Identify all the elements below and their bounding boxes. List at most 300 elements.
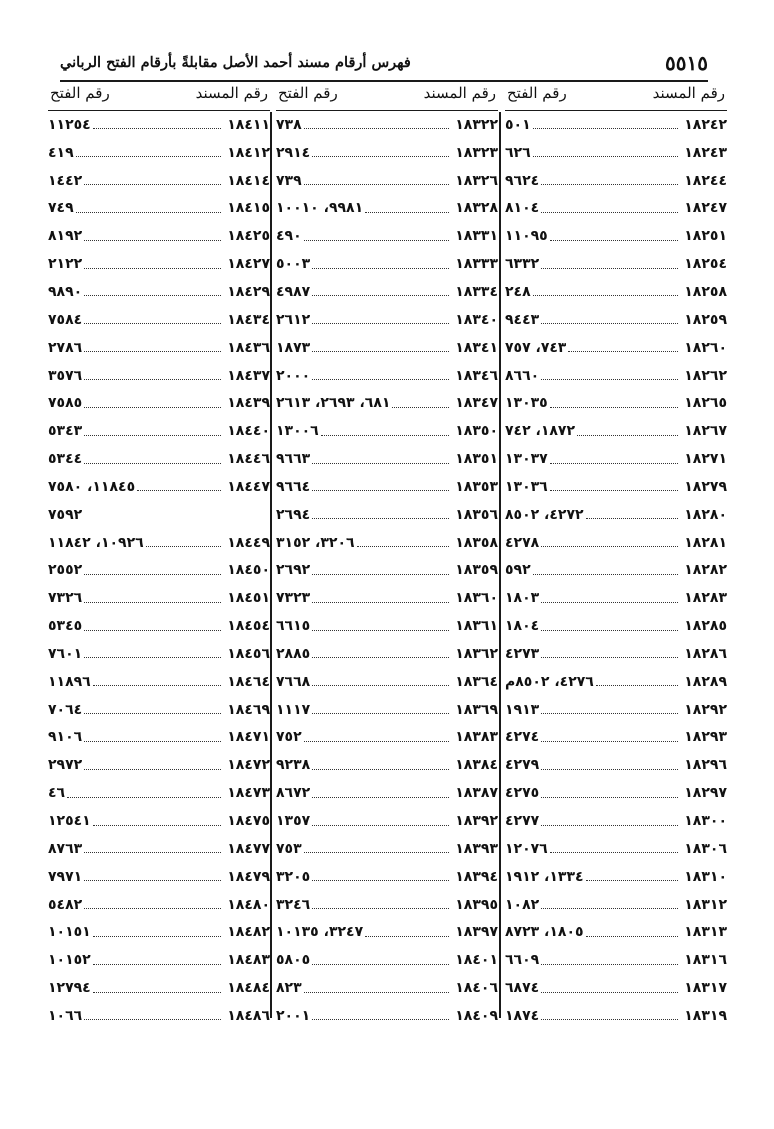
fath-number: ١١٨٩٦	[48, 673, 91, 690]
musnad-number: ١٨٤٤٠	[227, 423, 270, 440]
dot-leader	[541, 825, 678, 826]
dot-leader	[304, 852, 450, 853]
dot-leader	[84, 630, 221, 631]
musnad-number: ١٨٣٤٠	[455, 311, 498, 328]
fath-number: ٨١٩٢	[48, 228, 83, 245]
index-row	[48, 278, 270, 306]
fath-number: ٧٣٢٦	[48, 590, 83, 607]
dot-leader	[312, 268, 449, 269]
index-row	[505, 417, 727, 445]
musnad-header: رقم المسند	[423, 84, 496, 102]
fath-number: ٥٣٤٤	[48, 451, 83, 468]
fath-number: ٢٧٨٦	[48, 339, 83, 356]
fath-number: ١١٠٩٥	[505, 228, 548, 245]
dot-leader	[312, 769, 449, 770]
index-row	[48, 445, 270, 473]
index-row	[276, 362, 498, 390]
dot-leader	[84, 295, 221, 296]
fath-number: ١٨٠٤	[505, 618, 540, 635]
index-row	[48, 807, 270, 835]
index-row	[505, 891, 727, 919]
fath-number: ٨٢٣	[276, 980, 302, 997]
fath-number: ٢٩٧٢	[48, 757, 83, 774]
index-row	[48, 696, 270, 724]
dot-leader	[312, 908, 449, 909]
musnad-number: ١٨٢٨٥	[684, 618, 727, 635]
musnad-number: ١٨٣٥٣	[455, 478, 498, 495]
index-row	[276, 222, 498, 250]
index-row	[48, 974, 270, 1002]
dot-leader	[533, 295, 679, 296]
index-row	[276, 724, 498, 752]
index-row	[505, 306, 727, 334]
musnad-number: ١٨٤٥١	[227, 590, 270, 607]
musnad-number: ١٨٣٨٣	[455, 729, 498, 746]
dot-leader	[541, 602, 678, 603]
index-column-3	[48, 84, 270, 1030]
fath-number: ١٣٠٣٦	[505, 478, 548, 495]
index-row	[276, 501, 498, 529]
index-row	[505, 612, 727, 640]
musnad-number: ١٨٣٩٣	[455, 840, 498, 857]
index-row	[276, 612, 498, 640]
dot-leader	[76, 212, 222, 213]
index-row	[276, 306, 498, 334]
fath-number: ٤٩٨٧	[276, 283, 311, 300]
musnad-number: ١٨٤٧٥	[227, 813, 270, 830]
musnad-number: ١٨٤٧٧	[227, 840, 270, 857]
fath-header: رقم الفتح	[507, 84, 567, 102]
fath-number: ١٣٠٣٥	[505, 395, 548, 412]
index-row	[276, 584, 498, 612]
index-row	[505, 668, 727, 696]
fath-number: ٦٣٣٢	[505, 256, 540, 273]
musnad-number: ١٨٣٦٩	[455, 701, 498, 718]
fath-number: ٤٢٧٥	[505, 785, 540, 802]
musnad-number: ١٨٢٤٤	[684, 172, 727, 189]
musnad-number: ١٨٣٥٦	[455, 506, 498, 523]
index-row	[276, 946, 498, 974]
index-row	[48, 529, 270, 557]
dot-leader	[541, 268, 678, 269]
musnad-number: ١٨٣١٩	[684, 1007, 727, 1024]
fath-number: ١٨٠٣	[505, 590, 540, 607]
musnad-number: ١٨٣٥١	[455, 451, 498, 468]
musnad-number: ١٨٢٩٢	[684, 701, 727, 718]
fath-number: ٥٣٤٣	[48, 423, 83, 440]
musnad-header: رقم المسند	[195, 84, 268, 102]
musnad-number: ١٨٣٩٤	[455, 868, 498, 885]
musnad-number: ١٨٤٧٢	[227, 757, 270, 774]
dot-leader	[541, 964, 678, 965]
fath-number: ٥٠٠٣	[276, 256, 311, 273]
dot-leader	[304, 240, 450, 241]
dot-leader	[541, 1019, 678, 1020]
fath-number: ٨٧٦٣	[48, 840, 83, 857]
musnad-number: ١٨٤٨٦	[227, 1007, 270, 1024]
index-row	[276, 195, 498, 223]
dot-leader	[541, 657, 678, 658]
dot-leader	[312, 713, 449, 714]
fath-number: ١٢٧٩٤	[48, 980, 91, 997]
dot-leader	[312, 685, 449, 686]
index-row	[505, 362, 727, 390]
musnad-number: ١٨٣٣١	[455, 228, 498, 245]
musnad-number: ١٨٤٤٧	[227, 478, 270, 495]
fath-number: ٧٤٩	[48, 200, 74, 217]
dot-leader	[84, 713, 221, 714]
fath-number: ١٢٠٧٦	[505, 840, 548, 857]
fath-number: ٣٥٧٦	[48, 367, 83, 384]
index-row	[48, 584, 270, 612]
index-row	[505, 222, 727, 250]
dot-leader	[365, 212, 449, 213]
index-row	[48, 891, 270, 919]
index-row	[48, 557, 270, 585]
dot-leader	[533, 574, 679, 575]
index-row	[48, 1002, 270, 1030]
fath-number: ٤٢٧٧	[505, 813, 540, 830]
dot-leader	[312, 880, 449, 881]
index-row	[505, 640, 727, 668]
fath-number: ١١٢٥٤	[48, 116, 91, 133]
dot-leader	[312, 351, 449, 352]
fath-number: ٩٩٨١، ١٠٠١٠	[276, 200, 364, 217]
musnad-number: ١٨٤٨٢	[227, 924, 270, 941]
musnad-header: رقم المسند	[652, 84, 725, 102]
column-header	[48, 84, 270, 109]
index-row	[276, 751, 498, 779]
index-row	[276, 696, 498, 724]
fath-number: ٣٢٠٦، ٣١٥٢	[276, 534, 355, 551]
index-row	[276, 445, 498, 473]
fath-number: ١٩١٣	[505, 701, 540, 718]
musnad-number: ١٨٤١٥	[227, 200, 270, 217]
musnad-number: ١٨٤٣٩	[227, 395, 270, 412]
index-row	[276, 974, 498, 1002]
dot-leader	[550, 463, 679, 464]
musnad-number: ١٨٣٤١	[455, 339, 498, 356]
fath-number: ٦٨٧٤	[505, 980, 540, 997]
index-row	[505, 195, 727, 223]
index-row	[276, 863, 498, 891]
index-row	[505, 807, 727, 835]
musnad-number: ١٨٣٢٢	[455, 116, 498, 133]
dot-leader	[392, 407, 449, 408]
musnad-number: ١٨٢٨٦	[684, 645, 727, 662]
index-row	[48, 863, 270, 891]
dot-leader	[312, 657, 449, 658]
musnad-number: ١٨٢٦٠	[684, 339, 727, 356]
index-row	[505, 863, 727, 891]
column-divider	[499, 112, 501, 1018]
index-row	[48, 835, 270, 863]
index-row	[505, 529, 727, 557]
fath-number: ٧٦٦٨	[276, 673, 311, 690]
index-row	[505, 167, 727, 195]
musnad-number: ١٨٣٠٠	[684, 813, 727, 830]
index-row	[505, 779, 727, 807]
index-row	[276, 1002, 498, 1030]
musnad-number: ١٨٣٣٣	[455, 256, 498, 273]
musnad-number: ١٨٤٤٦	[227, 451, 270, 468]
musnad-number: ١٨٣١٢	[684, 896, 727, 913]
musnad-number: ١٨٤٣٧	[227, 367, 270, 384]
fath-number: ١٣٥٧	[276, 813, 311, 830]
fath-number: ٤٩٠	[276, 228, 302, 245]
index-row	[276, 807, 498, 835]
index-row	[48, 946, 270, 974]
fath-number: ٣٢٤٧، ١٠١٣٥	[276, 924, 364, 941]
index-row	[48, 668, 270, 696]
fath-number: ٦٨١، ٢٦٩٣، ٢٦١٣	[276, 395, 391, 412]
index-row	[276, 529, 498, 557]
dot-leader	[550, 240, 679, 241]
musnad-number: ١٨٢٦٥	[684, 395, 727, 412]
index-row	[48, 250, 270, 278]
index-row	[505, 584, 727, 612]
fath-number: ٥٨٠٥	[276, 952, 311, 969]
musnad-number: ١٨٢٤٧	[684, 200, 727, 217]
dot-leader	[304, 128, 450, 129]
dot-leader	[84, 323, 221, 324]
dot-leader	[304, 741, 450, 742]
dot-leader	[586, 880, 679, 881]
dot-leader	[321, 435, 450, 436]
fath-number: ٦٦٠٩	[505, 952, 540, 969]
dot-leader	[304, 184, 450, 185]
index-row	[48, 724, 270, 752]
fath-number: ١٠٩٢٦، ١١٨٤٢	[48, 534, 144, 551]
fath-number: ٥٠١	[505, 116, 531, 133]
index-row	[505, 334, 727, 362]
dot-leader	[137, 490, 221, 491]
dot-leader	[550, 490, 679, 491]
index-row	[276, 278, 498, 306]
page-header	[60, 52, 708, 82]
dot-leader	[357, 546, 450, 547]
fath-number: ٢٠٠١	[276, 1007, 311, 1024]
musnad-number: ١٨٣١٦	[684, 952, 727, 969]
dot-leader	[84, 1019, 221, 1020]
fath-number: ٧٦٠١	[48, 645, 83, 662]
dot-leader	[541, 630, 678, 631]
index-row	[48, 111, 270, 139]
fath-number: ٧٠٦٤	[48, 701, 83, 718]
fath-number: ٩٨٩٠	[48, 283, 83, 300]
musnad-number: ١٨٢٧٩	[684, 478, 727, 495]
dot-leader	[84, 268, 221, 269]
column-divider	[270, 112, 272, 1018]
index-row	[505, 111, 727, 139]
dot-leader	[84, 880, 221, 881]
musnad-number: ١٨٤٤٩	[227, 534, 270, 551]
musnad-number: ١٨٤٧١	[227, 729, 270, 746]
index-row	[505, 139, 727, 167]
musnad-number: ١٨٣٢٦	[455, 172, 498, 189]
fath-number: ٢٥٥٢	[48, 562, 83, 579]
dot-leader	[304, 992, 450, 993]
dot-leader	[541, 741, 678, 742]
musnad-number: ١٨٣٤٧	[455, 395, 498, 412]
index-row	[276, 167, 498, 195]
fath-header: رقم الفتح	[50, 84, 110, 102]
fath-number: ٧٥٢	[276, 729, 302, 746]
musnad-number: ١٨٢٨٠	[684, 506, 727, 523]
fath-number: ٢٦٩٢	[276, 562, 311, 579]
musnad-number: ١٨٣٥٨	[455, 534, 498, 551]
musnad-number: ١٨٤٨٤	[227, 980, 270, 997]
fath-number: ١١١٧	[276, 701, 311, 718]
dot-leader	[84, 463, 221, 464]
dot-leader	[84, 379, 221, 380]
index-row	[505, 1002, 727, 1030]
musnad-number: ١٨٤١٢	[227, 144, 270, 161]
index-row	[48, 501, 270, 529]
index-row	[276, 891, 498, 919]
dot-leader	[84, 184, 221, 185]
musnad-number: ١٨٢٨١	[684, 534, 727, 551]
musnad-number: ١٨٤١٤	[227, 172, 270, 189]
index-row	[505, 946, 727, 974]
column-header	[505, 84, 727, 109]
fath-number: ١٨٧٣	[276, 339, 311, 356]
index-row	[48, 779, 270, 807]
musnad-number: ١٨٣٨٤	[455, 757, 498, 774]
dot-leader	[541, 797, 678, 798]
musnad-number: ١٨٤٢٧	[227, 256, 270, 273]
dot-leader	[596, 685, 678, 686]
fath-number: ٨٦٦٠	[505, 367, 540, 384]
musnad-number: ١٨٤٥٦	[227, 645, 270, 662]
index-row	[505, 835, 727, 863]
musnad-number: ١٨٤٢٥	[227, 228, 270, 245]
dot-leader	[84, 351, 221, 352]
index-row	[505, 918, 727, 946]
dot-leader	[312, 1019, 449, 1020]
index-row	[276, 389, 498, 417]
musnad-number: ١٨٣٦٤	[455, 673, 498, 690]
index-column-1	[505, 84, 727, 1030]
dot-leader	[84, 407, 221, 408]
fath-number: ٩٦٦٣	[276, 451, 311, 468]
index-row	[505, 278, 727, 306]
musnad-number: ١٨٤٥٠	[227, 562, 270, 579]
fath-number: ١٣٠٠٦	[276, 423, 319, 440]
index-row	[276, 417, 498, 445]
musnad-number: ١٨٢٤٣	[684, 144, 727, 161]
dot-leader	[541, 769, 678, 770]
index-row	[48, 918, 270, 946]
index-column-2	[276, 84, 498, 1030]
musnad-number: ١٨٢٨٣	[684, 590, 727, 607]
dot-leader	[312, 630, 449, 631]
dot-leader	[550, 407, 679, 408]
dot-leader	[541, 379, 678, 380]
fath-number: ٧٤٣، ٧٥٧	[505, 339, 567, 356]
index-row	[276, 111, 498, 139]
dot-leader	[76, 156, 222, 157]
fath-number: ٧٥٨٤	[48, 311, 83, 328]
fath-number: ٢١٢٢	[48, 256, 83, 273]
dot-leader	[84, 908, 221, 909]
dot-leader	[312, 797, 449, 798]
musnad-number: ١٨٣٦٠	[455, 590, 498, 607]
fath-number: ٤٢٧٨	[505, 534, 540, 551]
dot-leader	[93, 936, 222, 937]
fath-number: ١٣٠٣٧	[505, 451, 548, 468]
fath-number: ٤٢٧٣	[505, 645, 540, 662]
musnad-number: ١٨٢٥٤	[684, 256, 727, 273]
fath-number: ٥٩٢	[505, 562, 531, 579]
dot-leader	[84, 435, 221, 436]
index-row	[48, 612, 270, 640]
dot-leader	[67, 797, 221, 798]
musnad-number: ١٨٤٦٤	[227, 673, 270, 690]
index-row	[48, 751, 270, 779]
dot-leader	[84, 518, 264, 519]
dot-leader	[93, 825, 222, 826]
page-number: ٥٥١٥	[665, 51, 708, 75]
musnad-number: ١٨٢٩٦	[684, 757, 727, 774]
fath-number: ٥٣٤٥	[48, 618, 83, 635]
fath-number: ٤٦	[48, 785, 66, 802]
musnad-number: ١٨٣٢٨	[455, 200, 498, 217]
musnad-number: ١٨٣١٠	[684, 868, 727, 885]
index-row	[505, 751, 727, 779]
musnad-number: ١٨٢٤٢	[684, 116, 727, 133]
fath-number: ١٠١٥١	[48, 924, 91, 941]
musnad-number: ١٨٣٨٧	[455, 785, 498, 802]
fath-number: ٩١٠٦	[48, 729, 83, 746]
fath-number: ٤١٩	[48, 144, 74, 161]
dot-leader	[312, 156, 449, 157]
fath-number: ٨١٠٤	[505, 200, 540, 217]
dot-leader	[93, 964, 222, 965]
musnad-number: ١٨٤٠٦	[455, 980, 498, 997]
index-row	[276, 835, 498, 863]
index-row	[505, 389, 727, 417]
musnad-number: ١٨٢٨٢	[684, 562, 727, 579]
dot-leader	[577, 435, 678, 436]
fath-number: ٩٤٤٣	[505, 311, 540, 328]
musnad-number: ١٨٣٩٧	[455, 924, 498, 941]
index-row	[505, 724, 727, 752]
fath-number: ٤٢٧٢، ٨٥٠٢	[505, 506, 584, 523]
index-row	[505, 501, 727, 529]
dot-leader	[84, 602, 221, 603]
dot-leader	[84, 741, 221, 742]
dot-leader	[550, 852, 679, 853]
fath-number: ٧٣٩	[276, 172, 302, 189]
dot-leader	[365, 936, 449, 937]
index-row	[276, 668, 498, 696]
fath-number: ٥٤٨٢	[48, 896, 83, 913]
dot-leader	[568, 351, 678, 352]
dot-leader	[84, 852, 221, 853]
index-row	[505, 445, 727, 473]
fath-number: ٩٢٣٨	[276, 757, 311, 774]
fath-number: ١٢٥٤١	[48, 813, 91, 830]
dot-leader	[312, 574, 449, 575]
fath-number: ٤٢٧٩	[505, 757, 540, 774]
fath-number: ١٠٨٢	[505, 896, 540, 913]
column-header	[276, 84, 498, 109]
index-row	[48, 389, 270, 417]
musnad-number: ١٨٤٣٦	[227, 339, 270, 356]
index-row	[48, 362, 270, 390]
musnad-number: ١٨٤٥٤	[227, 618, 270, 635]
